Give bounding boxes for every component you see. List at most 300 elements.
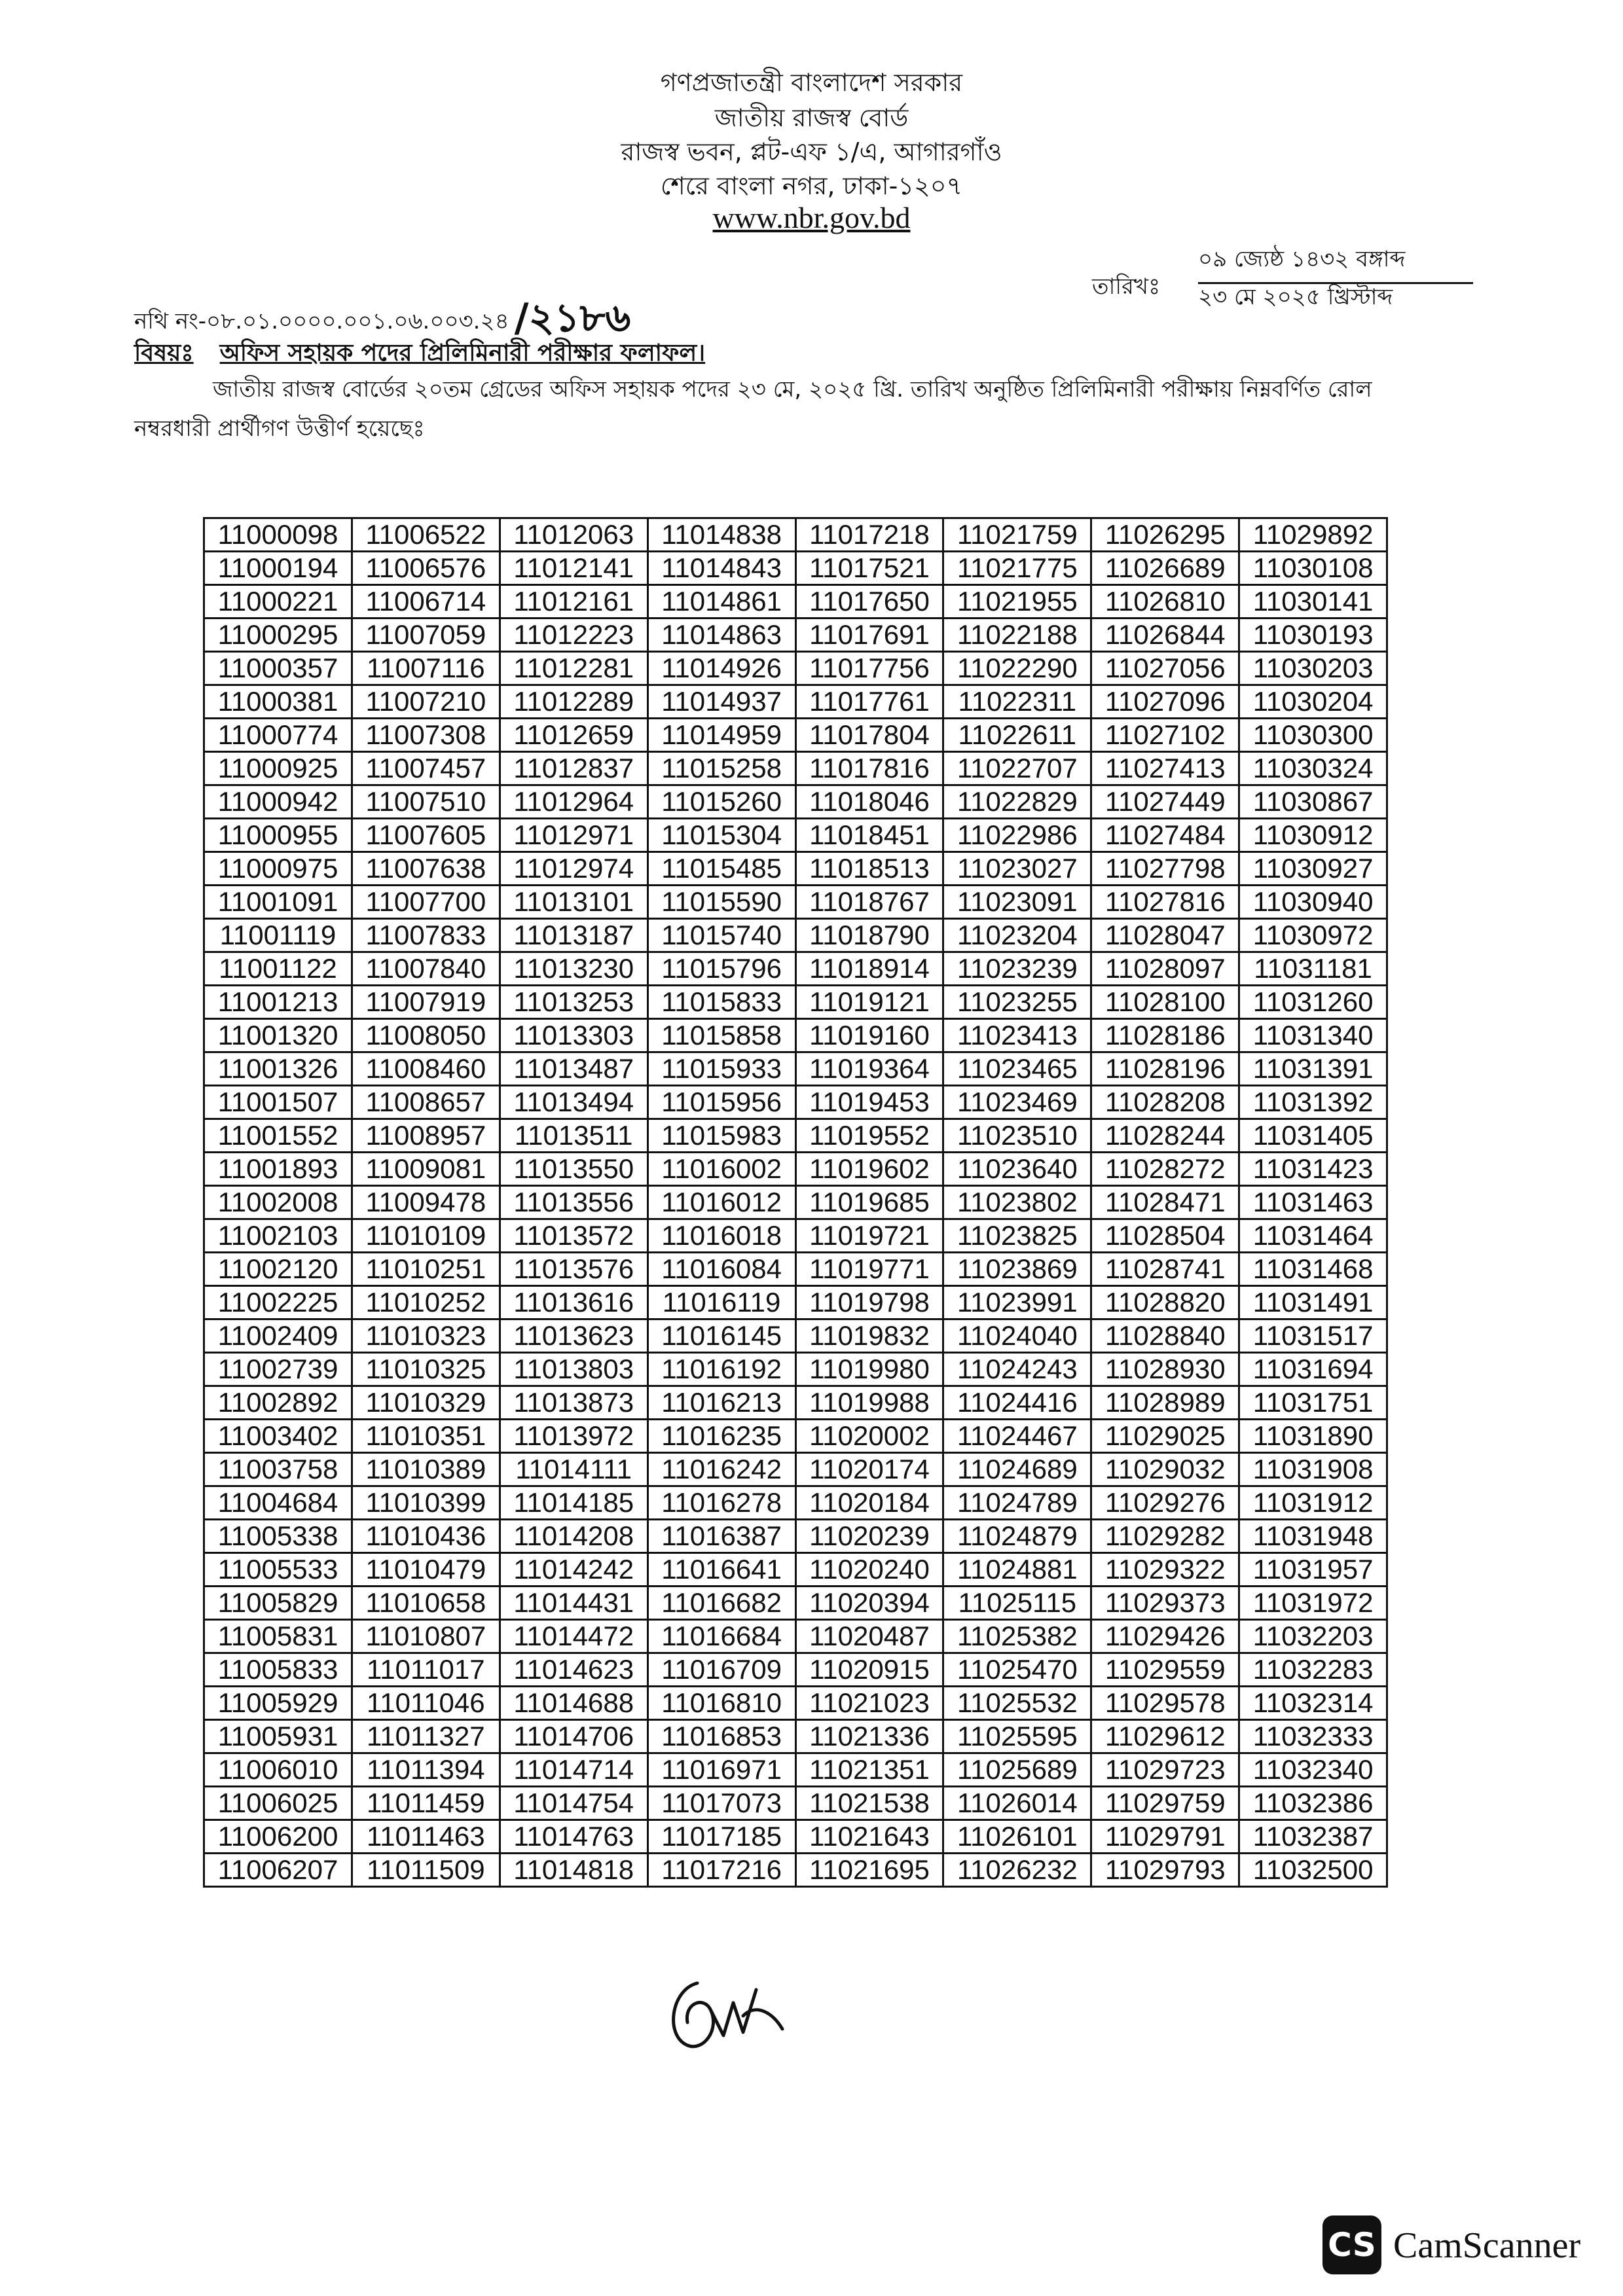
roll-number-cell: 11016971 (647, 1753, 795, 1787)
roll-number-cell: 11007833 (352, 919, 500, 952)
header-address-line1: রাজস্ব ভবন, প্লট-এফ ১/এ, আগারগাঁও (621, 137, 1002, 166)
roll-number-cell: 11029612 (1091, 1720, 1239, 1753)
roll-number-cell: 11006576 (352, 552, 500, 585)
roll-number-cell: 11014706 (500, 1720, 647, 1753)
table-row (204, 685, 1387, 719)
roll-number-cell: 11024879 (943, 1520, 1091, 1553)
roll-number-cell: 11020915 (795, 1653, 943, 1687)
roll-number-cell: 11023204 (943, 919, 1091, 952)
roll-number-cell: 11000925 (204, 752, 352, 785)
roll-number-cell: 11006200 (204, 1820, 352, 1854)
roll-number-cell: 11016084 (647, 1253, 795, 1286)
roll-number-cell: 11023802 (943, 1186, 1091, 1219)
roll-number-cell: 11029892 (1239, 518, 1387, 552)
roll-number-cell: 11011509 (352, 1854, 500, 1887)
table-row (204, 752, 1387, 785)
roll-number-cell: 11031463 (1239, 1186, 1387, 1219)
roll-number-cell: 11003402 (204, 1420, 352, 1453)
roll-number-cell: 11001507 (204, 1086, 352, 1119)
roll-number-cell: 11004684 (204, 1486, 352, 1520)
roll-number-cell: 11028272 (1091, 1153, 1239, 1186)
table-row (204, 1420, 1387, 1453)
roll-number-cell: 11002120 (204, 1253, 352, 1286)
roll-number-cell: 11018790 (795, 919, 943, 952)
roll-number-cell: 11007919 (352, 986, 500, 1019)
table-row (204, 1319, 1387, 1353)
roll-number-cell: 11007510 (352, 785, 500, 819)
roll-number-cell: 11030927 (1239, 852, 1387, 886)
roll-number-cell: 11013803 (500, 1353, 647, 1386)
roll-number-cell: 11012281 (500, 652, 647, 685)
roll-number-cell: 11012964 (500, 785, 647, 819)
roll-number-cell: 11016119 (647, 1286, 795, 1319)
roll-number-cell: 11029373 (1091, 1587, 1239, 1620)
table-row (204, 619, 1387, 652)
roll-number-cell: 11014714 (500, 1753, 647, 1787)
roll-number-cell: 11014863 (647, 619, 795, 652)
roll-number-cell: 11013494 (500, 1086, 647, 1119)
roll-number-cell: 11018046 (795, 785, 943, 819)
subject-text: অফিস সহায়ক পদের প্রিলিমিনারী পরীক্ষার ফলাফল। (219, 340, 706, 367)
roll-number-cell: 11013230 (500, 952, 647, 986)
roll-number-cell: 11016002 (647, 1153, 795, 1186)
roll-number-cell: 11007840 (352, 952, 500, 986)
roll-number-cell: 11000975 (204, 852, 352, 886)
roll-number-cell: 11014185 (500, 1486, 647, 1520)
roll-number-cell: 11029793 (1091, 1854, 1239, 1887)
roll-number-cell: 11000295 (204, 619, 352, 652)
roll-number-cell: 11029282 (1091, 1520, 1239, 1553)
table-row (204, 552, 1387, 585)
roll-number-cell: 11027798 (1091, 852, 1239, 886)
table-row (204, 1820, 1387, 1854)
roll-number-cell: 11027096 (1091, 685, 1239, 719)
table-row (204, 852, 1387, 886)
roll-number-cell: 11021643 (795, 1820, 943, 1854)
table-row (204, 1653, 1387, 1687)
roll-number-cell: 11006522 (352, 518, 500, 552)
roll-number-cell: 11011394 (352, 1753, 500, 1787)
roll-number-cell: 11019771 (795, 1253, 943, 1286)
roll-number-cell: 11020239 (795, 1520, 943, 1553)
roll-number-cell: 11019453 (795, 1086, 943, 1119)
roll-number-cell: 11015260 (647, 785, 795, 819)
date-label: তারিখঃ (1092, 274, 1161, 300)
roll-number-cell: 11015956 (647, 1086, 795, 1119)
table-row (204, 1620, 1387, 1653)
roll-number-cell: 11014937 (647, 685, 795, 719)
roll-number-cell: 11003758 (204, 1453, 352, 1486)
memo-handwritten-number: /২১৮৬ (514, 295, 631, 341)
roll-number-cell: 11019160 (795, 1019, 943, 1052)
roll-number-cell: 11029426 (1091, 1620, 1239, 1653)
roll-number-cell: 11014926 (647, 652, 795, 685)
roll-number-cell: 11031392 (1239, 1086, 1387, 1119)
roll-number-cell: 11019121 (795, 986, 943, 1019)
camscanner-logo-icon: CS (1322, 2215, 1381, 2274)
roll-number-cell: 11031464 (1239, 1219, 1387, 1253)
table-row (204, 1587, 1387, 1620)
roll-number-cell: 11024689 (943, 1453, 1091, 1486)
roll-number-cell: 11012289 (500, 685, 647, 719)
roll-number-cell: 11028820 (1091, 1286, 1239, 1319)
roll-number-cell: 11014431 (500, 1587, 647, 1620)
table-row (204, 585, 1387, 619)
roll-number-cell: 11010251 (352, 1253, 500, 1286)
table-row (204, 1219, 1387, 1253)
roll-number-cell: 11026810 (1091, 585, 1239, 619)
roll-number-cell: 11015796 (647, 952, 795, 986)
roll-number-cell: 11017218 (795, 518, 943, 552)
roll-number-cell: 11021695 (795, 1854, 943, 1887)
roll-number-cell: 11015933 (647, 1052, 795, 1086)
roll-number-cell: 11001119 (204, 919, 352, 952)
roll-number-cell: 11007308 (352, 719, 500, 752)
roll-number-cell: 11023640 (943, 1153, 1091, 1186)
table-row (204, 952, 1387, 986)
table-row (204, 886, 1387, 919)
roll-number-cell: 11031405 (1239, 1119, 1387, 1153)
roll-number-cell: 11031972 (1239, 1587, 1387, 1620)
roll-number-cell: 11027449 (1091, 785, 1239, 819)
table-row (204, 719, 1387, 752)
roll-number-cell: 11008460 (352, 1052, 500, 1086)
roll-number-cell: 11030141 (1239, 585, 1387, 619)
roll-number-cell: 11023413 (943, 1019, 1091, 1052)
signature-icon (658, 1964, 789, 2055)
roll-number-cell: 11017691 (795, 619, 943, 652)
roll-number-cell: 11009081 (352, 1153, 500, 1186)
roll-number-cell: 11010436 (352, 1520, 500, 1553)
roll-number-cell: 11032386 (1239, 1787, 1387, 1820)
roll-number-cell: 11015983 (647, 1119, 795, 1153)
roll-number-cell: 11029559 (1091, 1653, 1239, 1687)
header-organization: জাতীয় রাজস্ব বোর্ড (714, 103, 909, 132)
roll-number-cell: 11005931 (204, 1720, 352, 1753)
roll-number-cell: 11016682 (647, 1587, 795, 1620)
subject-line (134, 335, 705, 374)
roll-number-cell: 11013187 (500, 919, 647, 952)
table-row (204, 1353, 1387, 1386)
roll-number-cell: 11013550 (500, 1153, 647, 1186)
table-row (204, 1153, 1387, 1186)
roll-number-cell: 11008657 (352, 1086, 500, 1119)
roll-number-cell: 11010399 (352, 1486, 500, 1520)
roll-number-cell: 11016192 (647, 1353, 795, 1386)
roll-number-cell: 11030867 (1239, 785, 1387, 819)
roll-number-cell: 11023869 (943, 1253, 1091, 1286)
table-row (204, 986, 1387, 1019)
roll-number-cell: 11006207 (204, 1854, 352, 1887)
roll-number-cell: 11029276 (1091, 1486, 1239, 1520)
roll-number-cell: 11011463 (352, 1820, 500, 1854)
roll-number-cell: 11016709 (647, 1653, 795, 1687)
roll-number-cell: 11027484 (1091, 819, 1239, 852)
roll-number-cell: 11012837 (500, 752, 647, 785)
roll-number-cell: 11013572 (500, 1219, 647, 1253)
roll-number-cell: 11002103 (204, 1219, 352, 1253)
roll-number-cell: 11014838 (647, 518, 795, 552)
roll-number-cell: 11001893 (204, 1153, 352, 1186)
roll-number-cell: 11031468 (1239, 1253, 1387, 1286)
table-row (204, 1386, 1387, 1420)
roll-number-cell: 11021023 (795, 1687, 943, 1720)
roll-number-cell: 11012223 (500, 619, 647, 652)
website-link[interactable]: www.nbr.gov.bd (712, 201, 911, 234)
roll-number-cell: 11023510 (943, 1119, 1091, 1153)
roll-number-cell: 11016278 (647, 1486, 795, 1520)
roll-number-cell: 11012971 (500, 819, 647, 852)
roll-number-cell: 11017761 (795, 685, 943, 719)
roll-number-cell: 11028047 (1091, 919, 1239, 952)
roll-number-cell: 11028471 (1091, 1186, 1239, 1219)
roll-number-cell: 11021336 (795, 1720, 943, 1753)
roll-number-cell: 11000221 (204, 585, 352, 619)
roll-number-cell: 11024881 (943, 1553, 1091, 1587)
roll-number-cell: 11007457 (352, 752, 500, 785)
roll-number-cell: 11012161 (500, 585, 647, 619)
roll-number-cell: 11013556 (500, 1186, 647, 1219)
roll-number-cell: 11013972 (500, 1420, 647, 1453)
roll-number-cell: 11020240 (795, 1553, 943, 1587)
roll-number-cell: 11030108 (1239, 552, 1387, 585)
roll-number-cell: 11016684 (647, 1620, 795, 1653)
roll-number-cell: 11000774 (204, 719, 352, 752)
roll-number-cell: 11032387 (1239, 1820, 1387, 1854)
roll-number-cell: 11016387 (647, 1520, 795, 1553)
roll-number-cell: 11002409 (204, 1319, 352, 1353)
roll-number-cell: 11013873 (500, 1386, 647, 1420)
table-row (204, 1186, 1387, 1219)
roll-number-cell: 11010325 (352, 1353, 500, 1386)
date-gregorian: ২৩ মে ২০২৫ খ্রিস্টাব্দ (1198, 284, 1393, 310)
subject-label: বিষয়ঃ (134, 340, 194, 367)
roll-number-cell: 11022829 (943, 785, 1091, 819)
roll-number-cell: 11030324 (1239, 752, 1387, 785)
roll-number-cell: 11023465 (943, 1052, 1091, 1086)
roll-number-cell: 11013253 (500, 986, 647, 1019)
roll-number-cell: 11019364 (795, 1052, 943, 1086)
memo-number-text: নথি নং-০৮.০১.০০০০.০০১.০৬.০০৩.২৪ (134, 308, 509, 334)
roll-number-cell: 11027816 (1091, 886, 1239, 919)
table-row (204, 1753, 1387, 1787)
roll-number-cell: 11031181 (1239, 952, 1387, 986)
roll-number-cell: 11023991 (943, 1286, 1091, 1319)
roll-number-cell: 11015858 (647, 1019, 795, 1052)
roll-number-cell: 11019988 (795, 1386, 943, 1420)
roll-number-cell: 11025382 (943, 1620, 1091, 1653)
roll-number-cell: 11023091 (943, 886, 1091, 919)
roll-number-cell: 11000381 (204, 685, 352, 719)
roll-number-cell: 11032500 (1239, 1854, 1387, 1887)
roll-number-cell: 11026101 (943, 1820, 1091, 1854)
roll-number-cell: 11014861 (647, 585, 795, 619)
roll-number-cell: 11023469 (943, 1086, 1091, 1119)
roll-number-cell: 11020184 (795, 1486, 943, 1520)
roll-number-cell: 11028989 (1091, 1386, 1239, 1420)
roll-number-cell: 11001320 (204, 1019, 352, 1052)
roll-number-cell: 11029025 (1091, 1420, 1239, 1453)
roll-number-cell: 11014208 (500, 1520, 647, 1553)
roll-number-cell: 11005338 (204, 1520, 352, 1553)
roll-number-cell: 11000942 (204, 785, 352, 819)
table-row (204, 1486, 1387, 1520)
roll-number-cell: 11015258 (647, 752, 795, 785)
roll-number-cell: 11021351 (795, 1753, 943, 1787)
roll-number-cell: 11008957 (352, 1119, 500, 1153)
roll-number-cell: 11014763 (500, 1820, 647, 1854)
roll-number-cell: 11016641 (647, 1553, 795, 1587)
roll-number-cell: 11017521 (795, 552, 943, 585)
roll-number-cell: 11031890 (1239, 1420, 1387, 1453)
roll-number-cell: 11001213 (204, 986, 352, 1019)
roll-number-cell: 11011327 (352, 1720, 500, 1753)
roll-number-cell: 11013487 (500, 1052, 647, 1086)
roll-number-cell: 11007059 (352, 619, 500, 652)
roll-number-cell: 11021759 (943, 518, 1091, 552)
roll-number-cell: 11010252 (352, 1286, 500, 1319)
roll-number-cell: 11013623 (500, 1319, 647, 1353)
roll-number-cell: 11031912 (1239, 1486, 1387, 1520)
roll-number-cell: 11027413 (1091, 752, 1239, 785)
roll-number-cell: 11017185 (647, 1820, 795, 1854)
roll-number-cell: 11018513 (795, 852, 943, 886)
roll-number-cell: 11000955 (204, 819, 352, 852)
roll-number-cell: 11010109 (352, 1219, 500, 1253)
roll-number-cell: 11011017 (352, 1653, 500, 1687)
roll-number-cell: 11014843 (647, 552, 795, 585)
roll-number-cell: 11008050 (352, 1019, 500, 1052)
roll-number-cell: 11026844 (1091, 619, 1239, 652)
roll-number-cell: 11028196 (1091, 1052, 1239, 1086)
table-row (204, 1854, 1387, 1887)
roll-number-cell: 11022611 (943, 719, 1091, 752)
roll-number-cell: 11005533 (204, 1553, 352, 1587)
roll-number-cell: 11015590 (647, 886, 795, 919)
roll-number-cell: 11017073 (647, 1787, 795, 1820)
roll-number-cell: 11025115 (943, 1587, 1091, 1620)
roll-number-cell: 11031260 (1239, 986, 1387, 1019)
roll-number-cell: 11010323 (352, 1319, 500, 1353)
roll-number-cell: 11001326 (204, 1052, 352, 1086)
roll-number-cell: 11006025 (204, 1787, 352, 1820)
header-address-line2: শেরে বাংলা নগর, ঢাকা-১২০৭ (660, 171, 963, 200)
roll-number-cell: 11031517 (1239, 1319, 1387, 1353)
roll-number-cell: 11016810 (647, 1687, 795, 1720)
table-row (204, 518, 1387, 552)
roll-number-cell: 11021538 (795, 1787, 943, 1820)
roll-number-cell: 11018451 (795, 819, 943, 852)
roll-number-cell: 11016213 (647, 1386, 795, 1420)
roll-number-cell: 11024040 (943, 1319, 1091, 1353)
roll-number-cell: 11019832 (795, 1319, 943, 1353)
roll-number-cell: 11011046 (352, 1687, 500, 1720)
roll-number-cell: 11023027 (943, 852, 1091, 886)
roll-number-cell: 11017216 (647, 1854, 795, 1887)
roll-number-cell: 11002892 (204, 1386, 352, 1420)
roll-number-cell: 11028186 (1091, 1019, 1239, 1052)
roll-number-cell: 11009478 (352, 1186, 500, 1219)
roll-number-cell: 11020394 (795, 1587, 943, 1620)
roll-number-cell: 11029723 (1091, 1753, 1239, 1787)
roll-number-cell: 11022188 (943, 619, 1091, 652)
roll-number-cell: 11007700 (352, 886, 500, 919)
roll-number-cell: 11012659 (500, 719, 647, 752)
roll-number-cell: 11025532 (943, 1687, 1091, 1720)
roll-number-cell: 11011459 (352, 1787, 500, 1820)
roll-number-cell: 11019721 (795, 1219, 943, 1253)
roll-number-cell: 11030972 (1239, 919, 1387, 952)
roll-number-cell: 11014111 (500, 1453, 647, 1486)
roll-number-cell: 11028208 (1091, 1086, 1239, 1119)
roll-number-cell: 11019685 (795, 1186, 943, 1219)
roll-number-cell: 11019602 (795, 1153, 943, 1186)
roll-number-cell: 11005829 (204, 1587, 352, 1620)
roll-number-cell: 11030300 (1239, 719, 1387, 752)
roll-number-cell: 11000194 (204, 552, 352, 585)
roll-number-cell: 11014472 (500, 1620, 647, 1653)
table-row (204, 1787, 1387, 1820)
table-row (204, 1520, 1387, 1553)
table-row (204, 1453, 1387, 1486)
table-row (204, 1052, 1387, 1086)
roll-number-cell: 11023825 (943, 1219, 1091, 1253)
roll-number-cell: 11015485 (647, 852, 795, 886)
roll-number-cell: 11017804 (795, 719, 943, 752)
header-government: গণপ্রজাতন্ত্রী বাংলাদেশ সরকার (660, 68, 963, 97)
roll-number-cell: 11029791 (1091, 1820, 1239, 1854)
roll-number-cell: 11030204 (1239, 685, 1387, 719)
roll-number-cell: 11031908 (1239, 1453, 1387, 1486)
camscanner-text: CamScanner (1393, 2225, 1581, 2266)
table-row (204, 819, 1387, 852)
table-row (204, 1286, 1387, 1319)
roll-number-cell: 11016242 (647, 1453, 795, 1486)
roll-number-cell: 11007210 (352, 685, 500, 719)
roll-number-cell: 11025470 (943, 1653, 1091, 1687)
table-row (204, 1019, 1387, 1052)
roll-number-cell: 11013511 (500, 1119, 647, 1153)
roll-number-cell: 11010329 (352, 1386, 500, 1420)
table-row (204, 1687, 1387, 1720)
roll-number-cell: 11010479 (352, 1553, 500, 1587)
roll-number-cell: 11029759 (1091, 1787, 1239, 1820)
roll-number-cell: 11028097 (1091, 952, 1239, 986)
roll-number-cell: 11010807 (352, 1620, 500, 1653)
roll-number-cell: 11002739 (204, 1353, 352, 1386)
roll-number-cell: 11032203 (1239, 1620, 1387, 1653)
roll-number-cell: 11020174 (795, 1453, 943, 1486)
roll-number-cell: 11022311 (943, 685, 1091, 719)
roll-number-cell: 11006714 (352, 585, 500, 619)
roll-number-cell: 11022986 (943, 819, 1091, 852)
roll-number-cell: 11028504 (1091, 1219, 1239, 1253)
table-row (204, 1253, 1387, 1286)
roll-number-cell: 11021955 (943, 585, 1091, 619)
roll-number-cell: 11001552 (204, 1119, 352, 1153)
roll-number-cell: 11032333 (1239, 1720, 1387, 1753)
roll-number-cell: 11010658 (352, 1587, 500, 1620)
roll-number-cell: 11028741 (1091, 1253, 1239, 1286)
roll-number-cell: 11029322 (1091, 1553, 1239, 1587)
roll-number-cell: 11031491 (1239, 1286, 1387, 1319)
roll-number-cell: 11024789 (943, 1486, 1091, 1520)
table-row (204, 919, 1387, 952)
results-table-body (204, 518, 1387, 1887)
roll-number-cell: 11031423 (1239, 1153, 1387, 1186)
roll-number-cell: 11025689 (943, 1753, 1091, 1787)
roll-number-cell: 11028840 (1091, 1319, 1239, 1353)
